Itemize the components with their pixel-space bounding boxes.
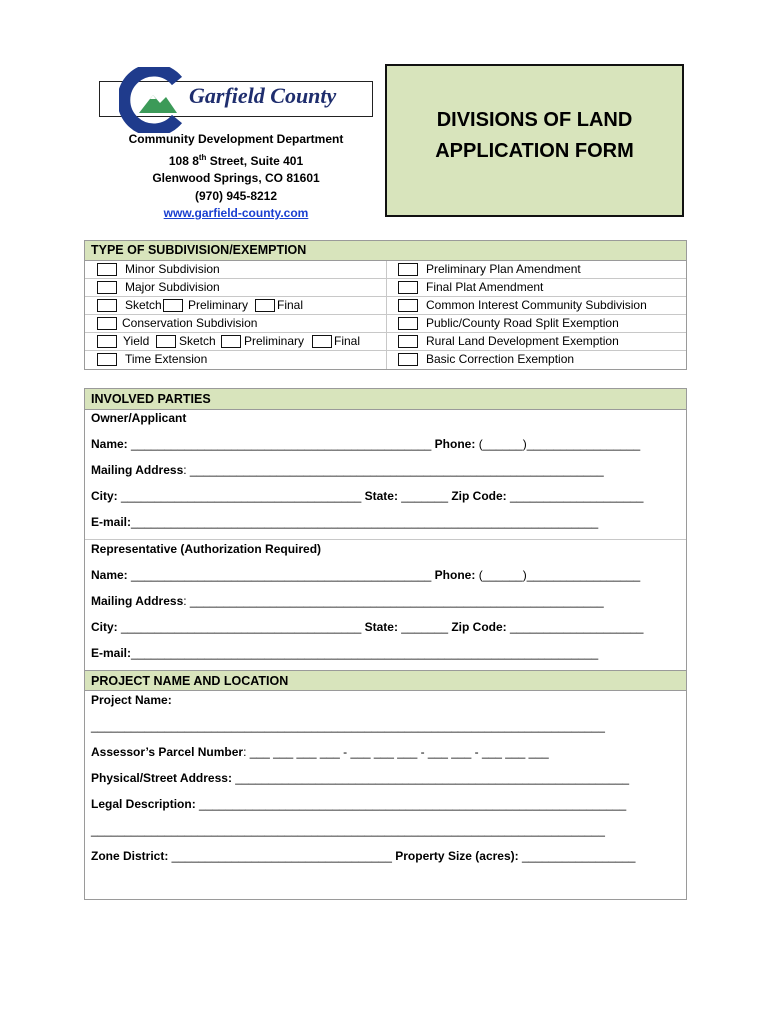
rep-mailing-field[interactable]: : ______________________________________________________________ xyxy=(183,594,604,608)
rep-city-line: City: ____________________________________ State: _______ Zip Code: ____________________ xyxy=(91,620,644,634)
conservation-sketch-label: Sketch xyxy=(179,334,216,348)
owner-city-field[interactable]: ____________________________________ xyxy=(121,489,362,503)
major-subdivision-label: Major Subdivision xyxy=(125,280,220,294)
major-preliminary-label: Preliminary xyxy=(188,298,249,312)
rep-name-line: Name: _____________________________________________ Phone: (______)_________________ xyxy=(91,568,641,582)
legal-description-field-2[interactable]: _____________________________________________________________________________ xyxy=(91,823,605,837)
dept-street: 108 8th Street, Suite 401 xyxy=(168,152,304,168)
logo-text: Garfield County xyxy=(189,83,337,108)
road-split-exemption-checkbox[interactable] xyxy=(398,317,418,330)
owner-email-line: E-mail:______________________________________________________________________ xyxy=(91,515,599,529)
conservation-final-label: Final xyxy=(334,334,361,348)
rep-mailing-line: Mailing Address: ______________________________________________________________ xyxy=(91,594,604,608)
form-title-line1: DIVISIONS OF LAND xyxy=(436,109,633,131)
major-final-checkbox[interactable] xyxy=(255,299,275,312)
rep-state-field[interactable]: _______ xyxy=(401,620,448,634)
parties-project-section xyxy=(84,388,687,900)
owner-email-field[interactable]: ______________________________________________________________________ xyxy=(131,515,599,529)
conservation-subdivision-checkbox[interactable] xyxy=(97,317,117,330)
time-extension-label: Time Extension xyxy=(125,352,208,366)
major-sketch-label: Sketch xyxy=(125,298,162,312)
common-interest-community-checkbox[interactable] xyxy=(398,299,418,312)
minor-subdivision-label: Minor Subdivision xyxy=(125,262,220,276)
minor-subdivision-checkbox[interactable] xyxy=(97,263,117,276)
rep-city-field[interactable]: ____________________________________ xyxy=(121,620,362,634)
rural-land-exemption-label: Rural Land Development Exemption xyxy=(426,334,619,348)
subdivision-section xyxy=(84,240,687,370)
project-heading: PROJECT NAME AND LOCATION xyxy=(85,670,686,691)
form-title-box xyxy=(385,64,684,217)
rep-email-line: E-mail:______________________________________________________________________ xyxy=(91,646,599,660)
owner-phone-field[interactable]: (______)_________________ xyxy=(478,437,641,451)
owner-state-field[interactable]: _______ xyxy=(401,489,448,503)
street-address-field[interactable]: ___________________________________________________________ xyxy=(235,771,630,785)
conservation-yield-label: Yield xyxy=(123,334,150,348)
involved-parties-heading: INVOLVED PARTIES xyxy=(85,389,686,410)
department-address xyxy=(86,131,386,223)
conservation-yield-checkbox[interactable] xyxy=(97,335,117,348)
basic-correction-exemption-checkbox[interactable] xyxy=(398,353,418,366)
basic-correction-exemption-label: Basic Correction Exemption xyxy=(426,352,575,366)
owner-name-line: Name: _____________________________________________ Phone: (______)_________________ xyxy=(91,437,641,451)
subdivision-heading: TYPE OF SUBDIVISION/EXEMPTION xyxy=(85,241,686,261)
road-split-exemption-label: Public/County Road Split Exemption xyxy=(426,316,619,330)
county-logo xyxy=(97,67,373,133)
rep-name-field[interactable]: _____________________________________________ xyxy=(131,568,432,582)
parcel-number-line: Assessor’s Parcel Number: ___ ___ ___ ___ - ___ ___ ___ - ___ ___ - ___ ___ ___ xyxy=(91,745,549,759)
owner-mailing-field[interactable]: : ______________________________________________________________ xyxy=(183,463,604,477)
owner-applicant-heading: Owner/Applicant xyxy=(91,411,187,425)
owner-name-field[interactable]: _____________________________________________ xyxy=(131,437,432,451)
time-extension-checkbox[interactable] xyxy=(97,353,117,366)
legal-description-line-2 xyxy=(91,823,680,837)
project-name-label: Project Name: xyxy=(91,693,172,707)
conservation-preliminary-label: Preliminary xyxy=(244,334,305,348)
preliminary-plan-amendment-checkbox[interactable] xyxy=(398,263,418,276)
conservation-sketch-checkbox[interactable] xyxy=(156,335,176,348)
project-name-line xyxy=(91,719,680,733)
rural-land-exemption-checkbox[interactable] xyxy=(398,335,418,348)
owner-city-line: City: ____________________________________ State: _______ Zip Code: ____________________ xyxy=(91,489,644,503)
dept-city: Glenwood Springs, CO 81601 xyxy=(152,171,320,185)
form-title-line2: APPLICATION FORM xyxy=(435,140,634,162)
representative-heading: Representative (Authorization Required) xyxy=(91,542,322,556)
final-plat-amendment-label: Final Plat Amendment xyxy=(426,280,544,294)
major-final-label: Final xyxy=(277,298,304,312)
zone-district-field[interactable]: _________________________________ xyxy=(171,849,392,863)
legal-description-line: Legal Description: ________________________________________________________________ xyxy=(91,797,627,811)
website-link[interactable]: www.garfield-county.com xyxy=(163,206,309,220)
zone-size-line: Zone District: _________________________________ Property Size (acres): _________________ xyxy=(91,849,636,863)
conservation-preliminary-checkbox[interactable] xyxy=(221,335,241,348)
county-c-logo-icon xyxy=(119,67,187,133)
major-subdivision-checkbox[interactable] xyxy=(97,281,117,294)
preliminary-plan-amendment-label: Preliminary Plan Amendment xyxy=(426,262,581,276)
conservation-subdivision-label: Conservation Subdivision xyxy=(122,316,258,330)
rep-zip-field[interactable]: ____________________ xyxy=(510,620,644,634)
dept-phone: (970) 945-8212 xyxy=(194,188,278,203)
common-interest-community-label: Common Interest Community Subdivision xyxy=(426,298,647,312)
major-preliminary-checkbox[interactable] xyxy=(163,299,183,312)
final-plat-amendment-checkbox[interactable] xyxy=(398,281,418,294)
project-name-field[interactable]: _____________________________________________________________________________ xyxy=(91,719,605,733)
rep-phone-field[interactable]: (______)_________________ xyxy=(478,568,641,582)
major-sketch-checkbox[interactable] xyxy=(97,299,117,312)
dept-name: Community Development Department xyxy=(128,132,344,146)
conservation-final-checkbox[interactable] xyxy=(312,335,332,348)
street-address-line: Physical/Street Address: ___________________________________________________________ xyxy=(91,771,630,785)
owner-zip-field[interactable]: ____________________ xyxy=(510,489,644,503)
legal-description-field[interactable]: ________________________________________________________________ xyxy=(199,797,627,811)
parcel-number-field[interactable]: : ___ ___ ___ ___ - ___ ___ ___ - ___ ___ - ___ ___ ___ xyxy=(243,745,549,759)
rep-email-field[interactable]: ______________________________________________________________________ xyxy=(131,646,599,660)
property-size-field[interactable]: _________________ xyxy=(521,849,636,863)
owner-mailing-line: Mailing Address: ______________________________________________________________ xyxy=(91,463,604,477)
